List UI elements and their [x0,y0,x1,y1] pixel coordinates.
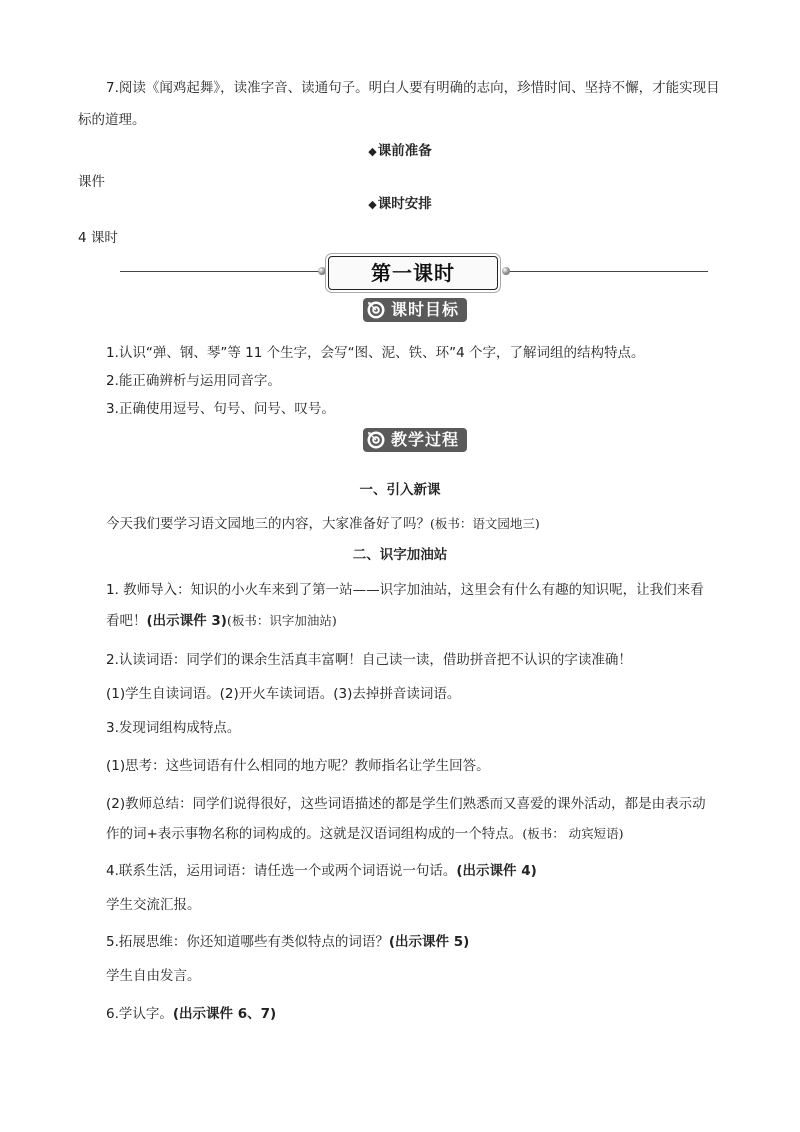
lesson-title: 第一课时 [328,256,498,290]
item-3-sub-2-text: 作的词+表示事物名称的词构成的。这就是汉语词组构成的一个特点。 [106,826,523,842]
item-3: 3.发现词组构成特点。 [106,720,241,736]
objectives-badge-label: 课时目标 [391,300,460,319]
section-1-heading: 一、引入新课 [359,482,441,498]
prep-heading [0,141,800,162]
item-2: 2.认读词语：同学们的课余生活真丰富啊！自己读一读，借助拼音把不认识的字读准确！ [106,652,632,668]
item-2-sub: (1)学生自读词语。(2)开火车读词语。(3)去掉拼音读词语。 [106,686,461,702]
schedule-heading-text: 课时安排 [377,196,432,212]
board-note: (板书：语文园地三) [430,516,540,531]
objective-item-3: 3.正确使用逗号、句号、问号、叹号。 [106,401,335,417]
process-badge-label: 教学过程 [391,430,460,449]
item-6-text: 6.学认字。 [106,1006,173,1022]
divider-dot-left [318,267,326,275]
diamond-icon: ◆ [368,198,377,211]
item-4 [106,861,537,881]
item-1-line-2-text: 看吧！ [106,613,147,629]
schedule-content: 4 课时 [78,230,118,246]
objectives-badge [363,298,467,322]
item-3-sub-2-line-2 [106,824,624,844]
prep-content: 课件 [78,174,105,190]
objective-item-1: 1.认识“弹、钢、琴”等 11 个生字，会写“图、泥、铁、环”4 个字，了解词组的结构特点。 [106,345,645,361]
board-note: (板书：识字加油站) [226,613,337,628]
divider-line-left [120,271,320,272]
schedule-heading [0,194,800,215]
divider-line-right [510,271,708,272]
process-badge [363,428,467,452]
courseware-ref: (出示课件 5) [388,934,470,950]
item-6 [106,1004,276,1024]
diamond-icon: ◆ [368,145,377,158]
item-3-sub-2-line-1: (2)教师总结：同学们说得很好，这些词语描述的都是学生们熟悉而又喜爱的课外活动，都是由表示动 [106,796,706,812]
item-3-sub-1: (1)思考：这些词语有什么相同的地方呢？教师指名让学生回答。 [106,758,490,774]
courseware-ref: (出示课件 4) [456,863,537,879]
courseware-ref: (出示课件 3) [146,613,227,629]
item-4-text: 4.联系生活，运用词语：请任选一个或两个词语说一句话。 [106,863,457,879]
board-note: (板书： 动宾短语) [522,826,624,841]
item-5 [106,932,469,952]
target-arrow-icon [366,430,386,450]
section-1-text [106,514,540,534]
item-5-response: 学生自由发言。 [106,968,201,984]
section-1-body: 今天我们要学习语文园地三的内容，大家准备好了吗？ [106,516,430,532]
item-5-text: 5.拓展思维：你还知道哪些有类似特点的词语？ [106,934,389,950]
objective-7-line-1: 7.阅读《闻鸡起舞》，读准字音、读通句子。明白人要有明确的志向，珍惜时间、坚持不懈，才能实现目 [106,80,720,96]
objective-item-2: 2.能正确辨析与运用同音字。 [106,373,281,389]
target-arrow-icon [366,300,386,320]
section-2-heading: 二、识字加油站 [352,547,448,563]
prep-heading-text: 课前准备 [377,143,432,159]
divider-dot-right [502,267,510,275]
objective-7-line-2: 标的道理。 [78,112,146,128]
item-4-response: 学生交流汇报。 [106,897,201,913]
item-1-line-2 [106,611,337,631]
item-1-line-1: 1. 教师导入：知识的小火车来到了第一站——识字加油站，这里会有什么有趣的知识呢，让我们来看 [106,582,704,598]
courseware-ref: (出示课件 6、7) [172,1006,277,1022]
